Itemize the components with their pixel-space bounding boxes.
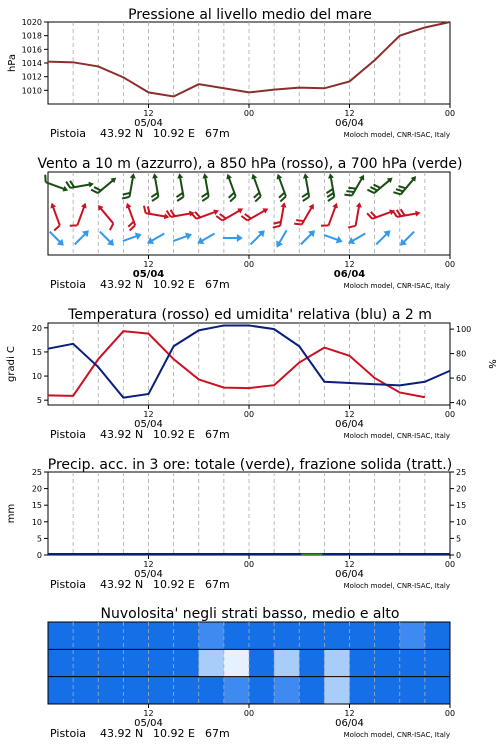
temp-humidity-chart-y-right-tick-label: 100 — [456, 325, 472, 335]
wind-barb-700hPa — [172, 173, 187, 201]
cloud-cell-alto — [199, 622, 225, 650]
cloud-chart-location-alt: 67m — [205, 727, 230, 740]
wind-barb-arrowhead — [302, 173, 309, 179]
wind-barb-arrowhead — [346, 237, 355, 247]
cloud-cell-alto — [174, 622, 200, 650]
wind-barb-shaft — [52, 205, 60, 226]
wind-barb-arrowhead — [176, 173, 183, 179]
precip-chart-x-tick-label: 00 — [444, 560, 456, 569]
wind-barb-feather — [152, 197, 159, 201]
wind-barb-arrowhead — [62, 186, 69, 193]
pressure-chart-location-alt: 67m — [205, 127, 230, 140]
wind-barb-arrowhead — [327, 173, 334, 179]
wind-barb-700hPa — [91, 172, 118, 197]
temp-humidity-chart-credit: Moloch model, CNR-ISAC, Italy — [343, 432, 450, 440]
wind-barb-arrowhead — [275, 173, 282, 180]
wind-barb-850hPa — [273, 201, 288, 229]
wind-barb-feather — [344, 192, 352, 198]
wind-barb-arrowhead — [336, 236, 344, 246]
cloud-cell-medio — [400, 649, 426, 677]
precip-chart-location-lon: 10.92 E — [153, 578, 195, 591]
cloud-cell-medio — [425, 649, 451, 677]
cloud-chart-x-tick-label: 00 — [243, 709, 255, 718]
wind-barb-700hPa — [344, 171, 366, 199]
wind-barb-feather — [273, 225, 280, 229]
cloud-cell-alto — [274, 622, 300, 650]
cloud-cell-basso — [123, 677, 149, 705]
pressure-chart-x-tick-label: 00 — [444, 109, 456, 118]
wind-barb-arrowhead — [225, 173, 232, 180]
wind-barb-850hPa — [393, 206, 421, 221]
cloud-cell-basso — [98, 677, 124, 705]
pressure-chart-y-tick-label: 1016 — [21, 45, 42, 55]
wind-barb-arrowhead — [250, 173, 257, 180]
wind-barb-700hPa — [367, 172, 394, 197]
pressure-chart-credit: Moloch model, CNR-ISAC, Italy — [343, 131, 450, 139]
cloud-cell-alto — [425, 622, 451, 650]
wind-barb-feather — [302, 197, 309, 201]
pressure-chart-y-tick-label: 1018 — [21, 31, 42, 41]
cloud-cell-basso — [400, 677, 426, 705]
temp-humidity-chart-x-tick-label: 00 — [243, 410, 255, 419]
precip-chart-y-right-tick-label: 25 — [456, 468, 467, 477]
wind-barb-850hPa — [70, 200, 89, 229]
cloud-cell-medio — [149, 649, 175, 677]
pressure-chart-y-axis-label: hPa — [7, 53, 18, 73]
cloud-chart-x-tick-label: 12 — [344, 709, 355, 718]
cloud-cell-alto — [375, 622, 401, 650]
precip-chart-location-alt: 67m — [205, 578, 230, 591]
precip-chart-y-tick-label: 20 — [31, 484, 42, 494]
wind-barb-700hPa — [298, 173, 313, 201]
wind-barb-feather — [327, 197, 334, 201]
wind-barb-850hPa — [191, 204, 220, 223]
cloud-cell-medio — [48, 649, 74, 677]
cloud-cell-alto — [73, 622, 99, 650]
wind-chart-location-alt: 67m — [205, 278, 230, 291]
wind-barb-10m — [373, 227, 393, 247]
wind-barb-feather — [108, 223, 115, 230]
wind-barb-850hPa — [294, 200, 316, 228]
wind-barb-arrowhead — [237, 206, 244, 214]
wind-barb-arrowhead — [151, 173, 158, 179]
cloud-cell-alto — [98, 622, 124, 650]
wind-barb-arrowhead — [309, 202, 317, 209]
cloud-cell-basso — [199, 677, 225, 705]
cloud-cell-medio — [174, 649, 200, 677]
wind-barb-850hPa — [241, 202, 269, 224]
precip-chart-y-right-tick-label: 0 — [456, 551, 462, 560]
temp-humidity-chart-y-tick-label: 20 — [31, 323, 42, 333]
temp-humidity-chart-y-tick-label: 15 — [31, 347, 42, 357]
wind-barb-arrowhead — [356, 202, 363, 208]
wind-barb-arrowhead — [213, 208, 220, 215]
cloud-cell-alto — [299, 622, 325, 650]
wind-chart-x-tick-label: 00 — [444, 260, 456, 269]
cloud-cell-alto — [324, 622, 350, 650]
pressure-chart-x-tick-label: 12 — [344, 109, 355, 118]
cloud-cell-basso — [174, 677, 200, 705]
wind-barb-feather — [321, 223, 329, 228]
temp-humidity-chart-date-label: 06/04 — [335, 419, 364, 430]
wind-barb-arrowhead — [81, 202, 88, 209]
wind-chart-credit: Moloch model, CNR-ISAC, Italy — [343, 282, 450, 290]
wind-barb-850hPa — [348, 201, 363, 229]
cloud-cell-basso — [350, 677, 376, 705]
pressure-chart-y-tick-label: 1020 — [21, 18, 42, 27]
temp-humidity-chart-y-right-tick-label: 40 — [456, 398, 467, 408]
precip-chart-location-name: Pistoia — [50, 578, 87, 591]
wind-chart-location-name: Pistoia — [50, 278, 87, 291]
wind-barb-shaft — [77, 205, 85, 226]
wind-barb-arrowhead — [262, 206, 269, 214]
wind-barb-700hPa — [147, 173, 162, 201]
wind-chart-title: Vento a 10 m (azzurro), a 850 hPa (rosso), a 700 hPa (verde) — [37, 156, 463, 172]
cloud-cell-basso — [224, 677, 250, 705]
cloud-cell-alto — [123, 622, 149, 650]
wind-barb-10m — [248, 227, 268, 247]
wind-chart-date-label: 05/04 — [132, 269, 165, 280]
cloud-cell-alto — [350, 622, 376, 650]
wind-barb-arrowhead — [145, 237, 154, 247]
wind-barb-850hPa — [142, 206, 170, 221]
wind-barb-shaft — [46, 182, 67, 190]
precip-chart-y-axis-label: mm — [6, 503, 17, 524]
cloud-cell-alto — [224, 622, 250, 650]
cloud-chart-x-tick-label: 00 — [444, 709, 456, 718]
precip-chart-y-right-tick-label: 10 — [456, 517, 467, 527]
cloud-cell-alto — [149, 622, 175, 650]
cloud-cell-medio — [350, 649, 376, 677]
wind-barb-arrowhead — [185, 230, 193, 240]
wind-barb-arrowhead — [281, 202, 288, 208]
wind-barb-arrowhead — [195, 237, 204, 247]
wind-barb-feather — [43, 175, 48, 183]
wind-barb-feather — [294, 221, 302, 227]
wind-barb-700hPa — [198, 173, 213, 201]
wind-barb-feather — [53, 225, 61, 230]
wind-barb-850hPa — [367, 204, 396, 223]
pressure-chart-date-label: 06/04 — [335, 118, 364, 129]
wind-barb-10m — [47, 229, 67, 249]
temp-humidity-chart-location-name: Pistoia — [50, 428, 87, 441]
pressure-chart-location-name: Pistoia — [50, 127, 87, 140]
wind-barb-10m — [273, 228, 290, 249]
cloud-cell-basso — [48, 677, 74, 705]
precip-chart-bar — [301, 554, 322, 556]
precip-chart-y-right-tick-label: 15 — [456, 501, 467, 511]
wind-barb-10m — [298, 227, 318, 247]
wind-barb-arrowhead — [273, 240, 283, 249]
precip-chart-x-tick-label: 00 — [243, 560, 255, 569]
wind-barb-700hPa — [323, 173, 338, 201]
cloud-chart-x-tick-label: 12 — [143, 709, 154, 718]
cloud-cell-basso — [249, 677, 275, 705]
cloud-cell-medio — [324, 649, 350, 677]
pressure-chart-y-tick-label: 1012 — [21, 72, 42, 82]
precip-chart-credit: Moloch model, CNR-ISAC, Italy — [343, 582, 450, 590]
temp-humidity-chart-y-right-axis-label: % — [486, 359, 497, 369]
pressure-chart-y-tick-label: 1010 — [21, 86, 42, 96]
pressure-chart-date-label: 05/04 — [134, 118, 163, 129]
temp-humidity-chart-temperature-line — [48, 331, 425, 397]
wind-barb-feather — [348, 225, 355, 229]
precip-chart-y-right-tick-label: 5 — [456, 534, 462, 544]
wind-barb-arrowhead — [135, 230, 143, 240]
cloud-cell-medio — [375, 649, 401, 677]
precip-chart-y-tick-label: 10 — [31, 517, 42, 527]
pressure-chart-location-lat: 43.92 N — [100, 127, 144, 140]
cloud-cell-medio — [123, 649, 149, 677]
temp-humidity-chart-x-tick-label: 12 — [143, 410, 154, 419]
cloud-cell-medio — [274, 649, 300, 677]
wind-barb-feather — [66, 181, 70, 188]
cloud-cell-medio — [73, 649, 99, 677]
wind-barb-arrowhead — [332, 202, 339, 209]
wind-barb-arrowhead — [415, 210, 421, 217]
precip-chart-y-tick-label: 0 — [36, 551, 42, 560]
wind-barb-850hPa — [93, 203, 118, 230]
wind-barb-arrowhead — [202, 173, 209, 179]
wind-barb-850hPa — [321, 200, 340, 229]
wind-barb-10m — [122, 230, 144, 244]
temp-humidity-chart-location-alt: 67m — [205, 428, 230, 441]
precip-chart-y-tick-label: 15 — [31, 501, 42, 511]
precip-chart-date-label: 06/04 — [335, 569, 364, 580]
wind-barb-feather — [143, 206, 147, 213]
temp-humidity-chart-frame — [48, 323, 450, 405]
wind-barb-shaft — [356, 204, 360, 226]
wind-barb-10m — [223, 234, 243, 242]
pressure-chart-y-tick-label: 1014 — [21, 59, 42, 68]
cloud-chart-location-lat: 43.92 N — [100, 727, 144, 740]
cloud-cell-medio — [249, 649, 275, 677]
wind-barb-feather — [393, 210, 397, 217]
temp-humidity-chart-location-lat: 43.92 N — [100, 428, 144, 441]
pressure-chart-x-tick-label: 12 — [143, 109, 154, 118]
pressure-chart-title: Pressione al livello medio del mare — [128, 7, 372, 23]
wind-chart-location-lat: 43.92 N — [100, 278, 144, 291]
wind-barb-10m — [323, 231, 345, 245]
wind-barb-700hPa — [122, 172, 137, 200]
wind-barb-arrowhead — [88, 181, 94, 188]
wind-chart-x-tick-label: 12 — [143, 260, 154, 269]
temp-humidity-chart-y-tick-label: 10 — [31, 372, 42, 382]
cloud-cell-alto — [249, 622, 275, 650]
cloud-chart-date-label: 06/04 — [335, 718, 364, 729]
wind-barb-850hPa — [216, 202, 244, 224]
wind-barb-arrowhead — [237, 234, 243, 242]
wind-chart-x-tick-label: 12 — [344, 260, 355, 269]
temp-humidity-chart-date-label: 05/04 — [134, 419, 163, 430]
wind-chart-x-tick-label: 00 — [243, 260, 255, 269]
temp-humidity-chart-title: Temperatura (rosso) ed umidita' relativa (blu) a 2 m — [68, 307, 432, 323]
cloud-cell-alto — [400, 622, 426, 650]
cloud-cell-basso — [375, 677, 401, 705]
pressure-chart-x-tick-label: 00 — [243, 109, 255, 118]
cloud-chart-date-label: 05/04 — [134, 718, 163, 729]
precip-chart-location-lat: 43.92 N — [100, 578, 144, 591]
temp-humidity-chart-y-right-tick-label: 60 — [456, 374, 467, 384]
cloud-cell-basso — [149, 677, 175, 705]
precip-chart-x-tick-label: 12 — [143, 560, 154, 569]
precip-chart-y-tick-label: 25 — [31, 468, 42, 477]
wind-barb-700hPa — [42, 175, 71, 194]
precip-chart-date-label: 05/04 — [134, 569, 163, 580]
cloud-cell-basso — [274, 677, 300, 705]
wind-barb-feather — [70, 223, 78, 228]
cloud-cell-basso — [425, 677, 451, 705]
cloud-cell-basso — [299, 677, 325, 705]
wind-barb-arrowhead — [359, 173, 367, 180]
cloud-cell-alto — [48, 622, 74, 650]
temp-humidity-chart-y-right-tick-label: 80 — [456, 349, 467, 359]
wind-chart-date-label: 06/04 — [333, 269, 366, 280]
temp-humidity-chart-x-tick-label: 12 — [344, 410, 355, 419]
precip-chart-y-right-tick-label: 20 — [456, 484, 467, 494]
temp-humidity-chart-x-tick-label: 00 — [444, 410, 456, 419]
temp-humidity-chart-y-tick-label: 5 — [36, 396, 42, 406]
wind-chart-location-lon: 10.92 E — [153, 278, 195, 291]
wind-barb-700hPa — [393, 172, 418, 199]
wind-barb-10m — [172, 230, 194, 244]
cloud-cell-medio — [299, 649, 325, 677]
precip-chart-y-tick-label: 5 — [36, 534, 42, 544]
wind-barb-feather — [177, 197, 184, 201]
cloud-chart-title: Nuvolosita' negli strati basso, medio e alto — [100, 606, 400, 622]
wind-barb-feather — [202, 197, 209, 201]
temp-humidity-chart-location-lon: 10.92 E — [153, 428, 195, 441]
precip-chart-x-tick-label: 12 — [344, 560, 355, 569]
cloud-cell-basso — [73, 677, 99, 705]
wind-barb-arrowhead — [130, 173, 137, 179]
wind-barb-10m — [72, 227, 92, 247]
cloud-chart-credit: Moloch model, CNR-ISAC, Italy — [343, 731, 450, 739]
cloud-cell-basso — [324, 677, 350, 705]
cloud-cell-medio — [98, 649, 124, 677]
wind-barb-700hPa — [66, 177, 94, 192]
precip-chart-title: Precip. acc. in 3 ore: totale (verde), frazione solida (tratt.) — [47, 457, 453, 473]
cloud-chart-location-lon: 10.92 E — [153, 727, 195, 740]
wind-barb-arrowhead — [49, 202, 56, 209]
pressure-chart-location-lon: 10.92 E — [153, 127, 195, 140]
cloud-chart-location-name: Pistoia — [50, 727, 87, 740]
cloud-cell-medio — [199, 649, 225, 677]
wind-barb-shaft — [329, 205, 337, 226]
wind-barb-850hPa — [167, 206, 195, 221]
cloud-cell-medio — [224, 649, 250, 677]
temp-humidity-chart-y-axis-label: gradi C — [6, 346, 17, 382]
wind-barb-arrowhead — [124, 202, 131, 209]
wind-barb-shaft — [99, 207, 113, 224]
wind-barb-10m — [97, 229, 117, 249]
